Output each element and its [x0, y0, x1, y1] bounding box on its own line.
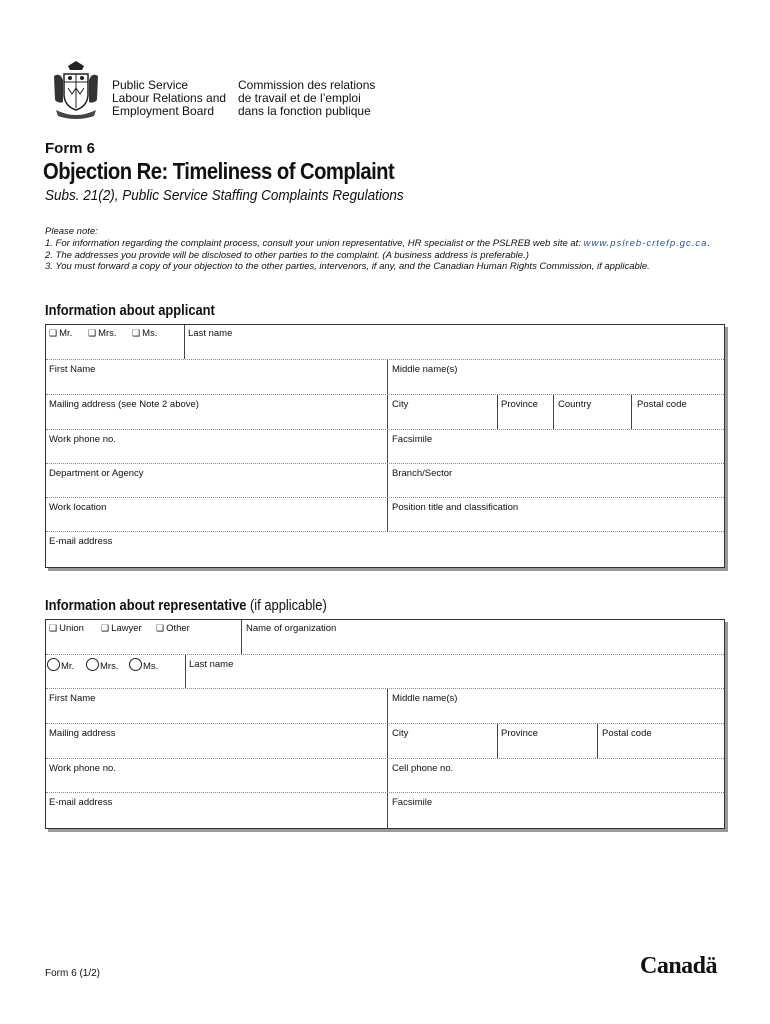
org-name-english	[112, 79, 226, 118]
divider	[387, 498, 388, 532]
rep-other-option[interactable]	[156, 623, 190, 634]
representative-title-text: Information about representative	[45, 597, 247, 614]
rep-mr-option[interactable]	[47, 658, 74, 672]
rep-union-option[interactable]	[49, 623, 84, 634]
rep-ms-option[interactable]	[129, 658, 158, 672]
rep-row-type	[46, 620, 724, 654]
page-number: Form 6 (1/2)	[45, 968, 101, 979]
form-title: Objection Re: Timeliness of Complaint	[43, 158, 395, 184]
checkbox-icon[interactable]: ❑	[101, 623, 110, 633]
applicant-row-name	[46, 325, 724, 359]
rep-first-name[interactable]: First Name	[49, 693, 96, 704]
applicant-mrs-option[interactable]	[88, 328, 117, 339]
form-number: Form 6	[45, 140, 96, 157]
note-1-end: .	[707, 237, 711, 249]
applicant-first-name[interactable]: First Name	[49, 364, 96, 375]
notes-heading: Please note:	[45, 226, 98, 237]
divider	[631, 395, 632, 430]
org-en-line2: Labour Relations and	[112, 91, 227, 105]
rep-last-name[interactable]: Last name	[189, 659, 234, 670]
form-subtitle: Subs. 21(2), Public Service Staffing Complaints Regulations	[45, 187, 404, 204]
rep-middle-names[interactable]: Middle name(s)	[392, 693, 458, 704]
radio-icon[interactable]	[129, 658, 142, 671]
radio-icon[interactable]	[86, 658, 99, 671]
representative-section-title	[45, 597, 327, 614]
applicant-row-department	[46, 463, 724, 498]
org-en-line3: Employment Board	[112, 104, 215, 118]
divider	[597, 724, 598, 759]
mr-label: Mr.	[61, 661, 75, 672]
note-3: 3. You must forward a copy of your objection to the other parties, intervenors, if any, and the Canadian Human Rights Commission, if applicable.	[45, 261, 650, 273]
rep-row-phone	[46, 758, 724, 793]
lawyer-label: Lawyer	[111, 623, 142, 634]
applicant-row-first-name	[46, 359, 724, 395]
rep-row-name	[46, 654, 724, 689]
divider	[387, 759, 388, 793]
org-fr-line2: de travail et de l’emploi	[238, 91, 361, 105]
radio-icon[interactable]	[47, 658, 60, 671]
rep-cell-phone[interactable]: Cell phone no.	[392, 763, 454, 774]
note-2: 2. The addresses you provide will be disclosed to other parties to the complaint. (A business address is preferable.)	[45, 249, 529, 261]
rep-postal-code[interactable]: Postal code	[602, 728, 652, 739]
checkbox-icon[interactable]: ❑	[49, 623, 58, 633]
applicant-department[interactable]: Department or Agency	[49, 468, 144, 479]
applicant-email[interactable]: E-mail address	[49, 536, 113, 547]
org-fr-line1: Commission des relations	[238, 78, 376, 92]
org-name-french	[238, 79, 375, 118]
applicant-row-email	[46, 531, 724, 568]
applicant-work-location[interactable]: Work location	[49, 502, 107, 513]
rep-email[interactable]: E-mail address	[49, 797, 113, 808]
mrs-label: Mrs.	[100, 661, 119, 672]
rep-row-email	[46, 792, 724, 829]
rep-row-first-name	[46, 688, 724, 724]
applicant-facsimile[interactable]: Facsimile	[392, 434, 433, 445]
rep-city[interactable]: City	[392, 728, 409, 739]
union-label: Union	[59, 623, 84, 634]
applicant-row-phone	[46, 429, 724, 464]
other-label: Other	[166, 623, 190, 634]
applicant-mr-option[interactable]	[49, 328, 72, 339]
divider	[497, 724, 498, 759]
applicant-middle-names[interactable]: Middle name(s)	[392, 364, 458, 375]
divider	[553, 395, 554, 430]
divider	[387, 360, 388, 395]
applicant-position[interactable]: Position title and classification	[392, 502, 519, 513]
applicant-province[interactable]: Province	[501, 399, 538, 410]
applicant-box	[45, 324, 725, 568]
divider	[497, 395, 498, 430]
divider	[185, 655, 186, 689]
applicant-ms-option[interactable]	[132, 328, 157, 339]
applicant-row-address	[46, 394, 724, 430]
rep-facsimile[interactable]: Facsimile	[392, 797, 433, 808]
checkbox-icon[interactable]: ❑	[49, 328, 58, 338]
applicant-work-phone[interactable]: Work phone no.	[49, 434, 116, 445]
note-1-text: 1. For information regarding the complaint process, consult your union representative, HR specialist or the PSLREB web site at:	[45, 237, 584, 249]
applicant-branch[interactable]: Branch/Sector	[392, 468, 453, 479]
applicant-postal-code[interactable]: Postal code	[637, 399, 687, 410]
divider	[387, 395, 388, 430]
rep-lawyer-option[interactable]	[101, 623, 142, 634]
org-fr-line3: dans la fonction publique	[238, 104, 371, 118]
ms-label: Ms.	[142, 328, 158, 339]
applicant-last-name[interactable]: Last name	[188, 328, 233, 339]
divider	[387, 689, 388, 724]
divider	[241, 620, 242, 654]
checkbox-icon[interactable]: ❑	[132, 328, 141, 338]
rep-organization-name[interactable]: Name of organization	[246, 623, 337, 634]
divider	[184, 325, 185, 359]
canada-wordmark: Canadä	[640, 953, 718, 979]
mr-label: Mr.	[59, 328, 73, 339]
divider	[387, 464, 388, 498]
org-en-line1: Public Service	[112, 78, 189, 92]
rep-mailing-address[interactable]: Mailing address	[49, 728, 116, 739]
ms-label: Ms.	[143, 661, 159, 672]
applicant-row-location	[46, 497, 724, 532]
rep-mrs-option[interactable]	[86, 658, 118, 672]
representative-box	[45, 619, 725, 829]
applicant-country[interactable]: Country	[558, 399, 592, 410]
website-link[interactable]: www.pslreb-crtefp.gc.ca	[583, 237, 708, 249]
divider	[387, 793, 388, 829]
checkbox-icon[interactable]: ❑	[88, 328, 97, 338]
representative-title-paren: (if applicable)	[250, 597, 327, 614]
note-1	[45, 238, 710, 250]
divider	[387, 430, 388, 464]
applicant-city[interactable]: City	[392, 399, 409, 410]
mrs-label: Mrs.	[98, 328, 117, 339]
applicant-section-title: Information about applicant	[45, 302, 215, 319]
applicant-mailing-address[interactable]: Mailing address (see Note 2 above)	[49, 399, 199, 410]
divider	[387, 724, 388, 759]
coat-of-arms-icon	[50, 60, 102, 122]
notes	[45, 226, 710, 273]
rep-work-phone[interactable]: Work phone no.	[49, 763, 116, 774]
rep-row-address	[46, 723, 724, 759]
rep-province[interactable]: Province	[501, 728, 538, 739]
checkbox-icon[interactable]: ❑	[156, 623, 165, 633]
